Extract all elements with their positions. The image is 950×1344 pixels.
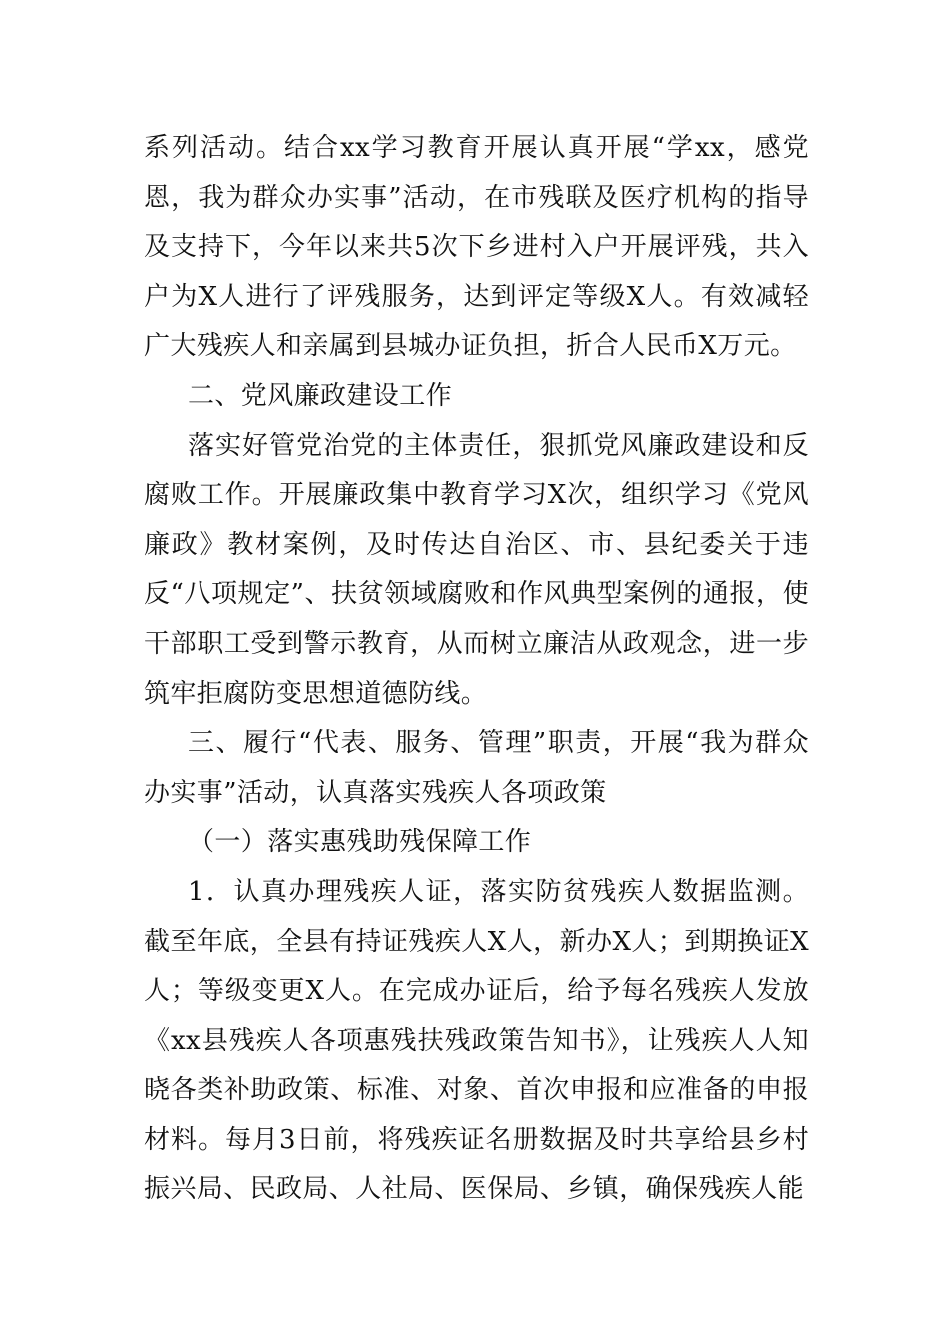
- paragraph-party-conduct: 落实好管党治党的主体责任，狠抓党风廉政建设和反腐败工作。开展廉政集中教育学习X次，组织学习《党风廉政》教材案例，及时传达自治区、市、县纪委关于违反“八项规定”、扶贫领域腐败和作风典型案例的通报，使干部职工受到警示教育，从而树立廉洁从政观念，进一步筑牢拒腐防变思想道德防线。: [144, 430, 809, 709]
- paragraph-continuation: 系列活动。结合xx学习教育开展认真开展“学xx，感党恩，我为群众办实事”活动，在市残联及医疗机构的指导及支持下，今年以来共5次下乡进村入户开展评残，共入户为X人进行了评残服务，达到评定等级X人。有效减轻广大残疾人和亲属到县城办证负担，折合人民币X万元。: [144, 133, 809, 362]
- document-page: [144, 124, 809, 1215]
- section-heading-3: 三、履行“代表、服务、管理”职责，开展“我为群众办实事”活动，认真落实残疾人各项政策: [144, 728, 809, 808]
- subsection-heading-1: （一）落实惠残助残保障工作: [188, 827, 532, 858]
- section-heading-2: 二、党风廉政建设工作: [188, 380, 453, 411]
- paragraph-item-1: 1．认真办理残疾人证，落实防贫残疾人数据监测。截至年底，全县有持证残疾人X人，新办X人；到期换证X人；等级变更X人。在完成办证后，给予每名残疾人发放《xx县残疾人各项惠残扶残政策告知书》，让残疾人人知晓各类补助政策、标准、对象、首次申报和应准备的申报材料。每月3日前，将残疾证名册数据及时共享给县乡村振兴局、民政局、人社局、医保局、乡镇，确保残疾人能: [144, 876, 809, 1205]
